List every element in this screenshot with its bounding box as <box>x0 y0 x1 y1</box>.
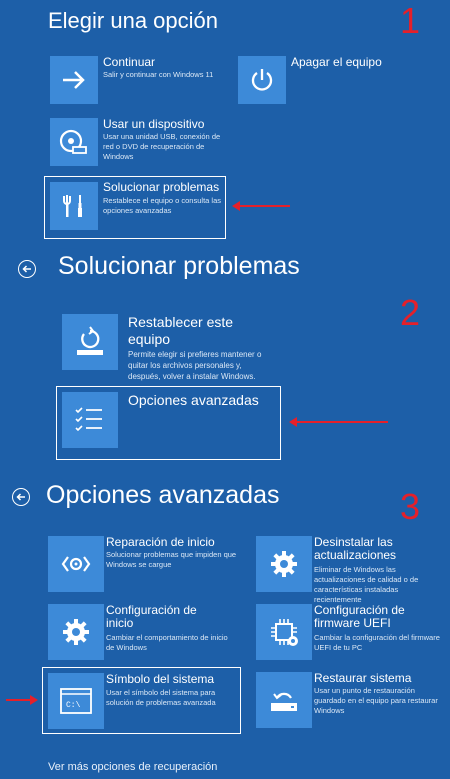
option-configuracion-inicio[interactable] <box>48 604 248 660</box>
option-title: Desinstalar las actualizaciones <box>314 535 397 562</box>
option-desc: Eliminar de Windows las actualizaciones de calidad o de características instaladas recientemente <box>314 565 419 604</box>
option-title: Configuración de firmware UEFI <box>314 603 405 630</box>
gear-icon <box>256 536 312 592</box>
red-arrowhead <box>30 695 38 705</box>
option-title: Solucionar problemas <box>103 180 220 194</box>
back-icon[interactable] <box>18 260 36 278</box>
option-title: Símbolo del sistema <box>106 672 215 686</box>
option-simbolo-sistema[interactable] <box>42 667 241 734</box>
page-title-elegir-opcion: Elegir una opción <box>48 8 219 33</box>
more-recovery-options-link[interactable]: Ver más opciones de recuperación <box>48 761 218 773</box>
command-prompt-icon <box>48 673 104 729</box>
option-title: Usar un dispositivo <box>103 117 205 131</box>
option-desc: Salir y continuar con Windows 11 <box>103 70 214 79</box>
option-desc: Usar un punto de restauración guardado en el equipo para restaurar Windows <box>314 686 438 715</box>
page-title-opciones-avanzadas: Opciones avanzadas <box>46 481 280 509</box>
gear-icon <box>48 604 104 660</box>
option-usar-dispositivo[interactable] <box>50 118 230 170</box>
arrow-right-icon <box>50 56 98 104</box>
checklist-icon <box>62 392 118 448</box>
option-title: Continuar <box>103 55 156 69</box>
option-title: Restablecer este equipo <box>128 314 234 347</box>
option-firmware-uefi[interactable] <box>256 604 446 660</box>
option-desinstalar-actualizaciones[interactable] <box>256 535 446 604</box>
startup-repair-icon <box>48 536 104 592</box>
option-desc: Solucionar problemas que impiden que Windows se cargue <box>106 550 237 569</box>
option-opciones-avanzadas[interactable] <box>56 386 281 460</box>
option-desc: Cambiar el comportamiento de inicio de Windows <box>106 633 228 652</box>
system-restore-icon <box>256 672 312 728</box>
page-title-solucionar-problemas: Solucionar problemas <box>58 252 300 280</box>
power-icon <box>238 56 286 104</box>
option-desc: Restablece el equipo o consulta las opciones avanzadas <box>103 196 221 215</box>
option-restablecer-equipo[interactable] <box>62 314 277 386</box>
option-reparacion-inicio[interactable] <box>48 536 248 592</box>
firmware-chip-icon <box>256 604 312 660</box>
step-number-2: 2 <box>400 292 421 333</box>
option-restaurar-sistema[interactable] <box>256 672 446 728</box>
option-continuar[interactable] <box>50 56 230 108</box>
option-title: Apagar el equipo <box>291 55 382 69</box>
option-title: Opciones avanzadas <box>128 392 259 408</box>
option-title: Reparación de inicio <box>106 535 215 549</box>
option-title: Restaurar sistema <box>314 671 412 685</box>
red-annotation-arrow <box>238 205 290 207</box>
option-desc: Permite elegir si prefieres mantener o quitar los archivos personales y, después, volver a instalar Windows. <box>128 350 262 381</box>
disc-drive-icon <box>50 118 98 166</box>
option-desc: Usar una unidad USB, conexión de red o DVD de recuperación de Windows <box>103 132 221 161</box>
option-desc: Usar el símbolo del sistema para solución de problemas avanzada <box>106 688 216 707</box>
step-number-1: 1 <box>400 0 421 41</box>
option-desc: Cambiar la configuración del firmware UEFI de tu PC <box>314 633 440 652</box>
reset-pc-icon <box>62 314 118 370</box>
back-icon[interactable] <box>12 488 30 506</box>
svg-text:C:\: C:\ <box>66 701 81 710</box>
step-number-3: 3 <box>400 486 421 527</box>
red-arrowhead <box>232 201 240 211</box>
red-annotation-arrow <box>6 699 32 701</box>
option-apagar-equipo[interactable] <box>238 56 408 108</box>
red-arrowhead <box>289 417 297 427</box>
option-solucionar-problemas[interactable] <box>44 176 226 239</box>
red-annotation-arrow <box>296 421 388 423</box>
option-title: Configuración de inicio <box>106 603 197 630</box>
tools-icon <box>50 182 98 230</box>
